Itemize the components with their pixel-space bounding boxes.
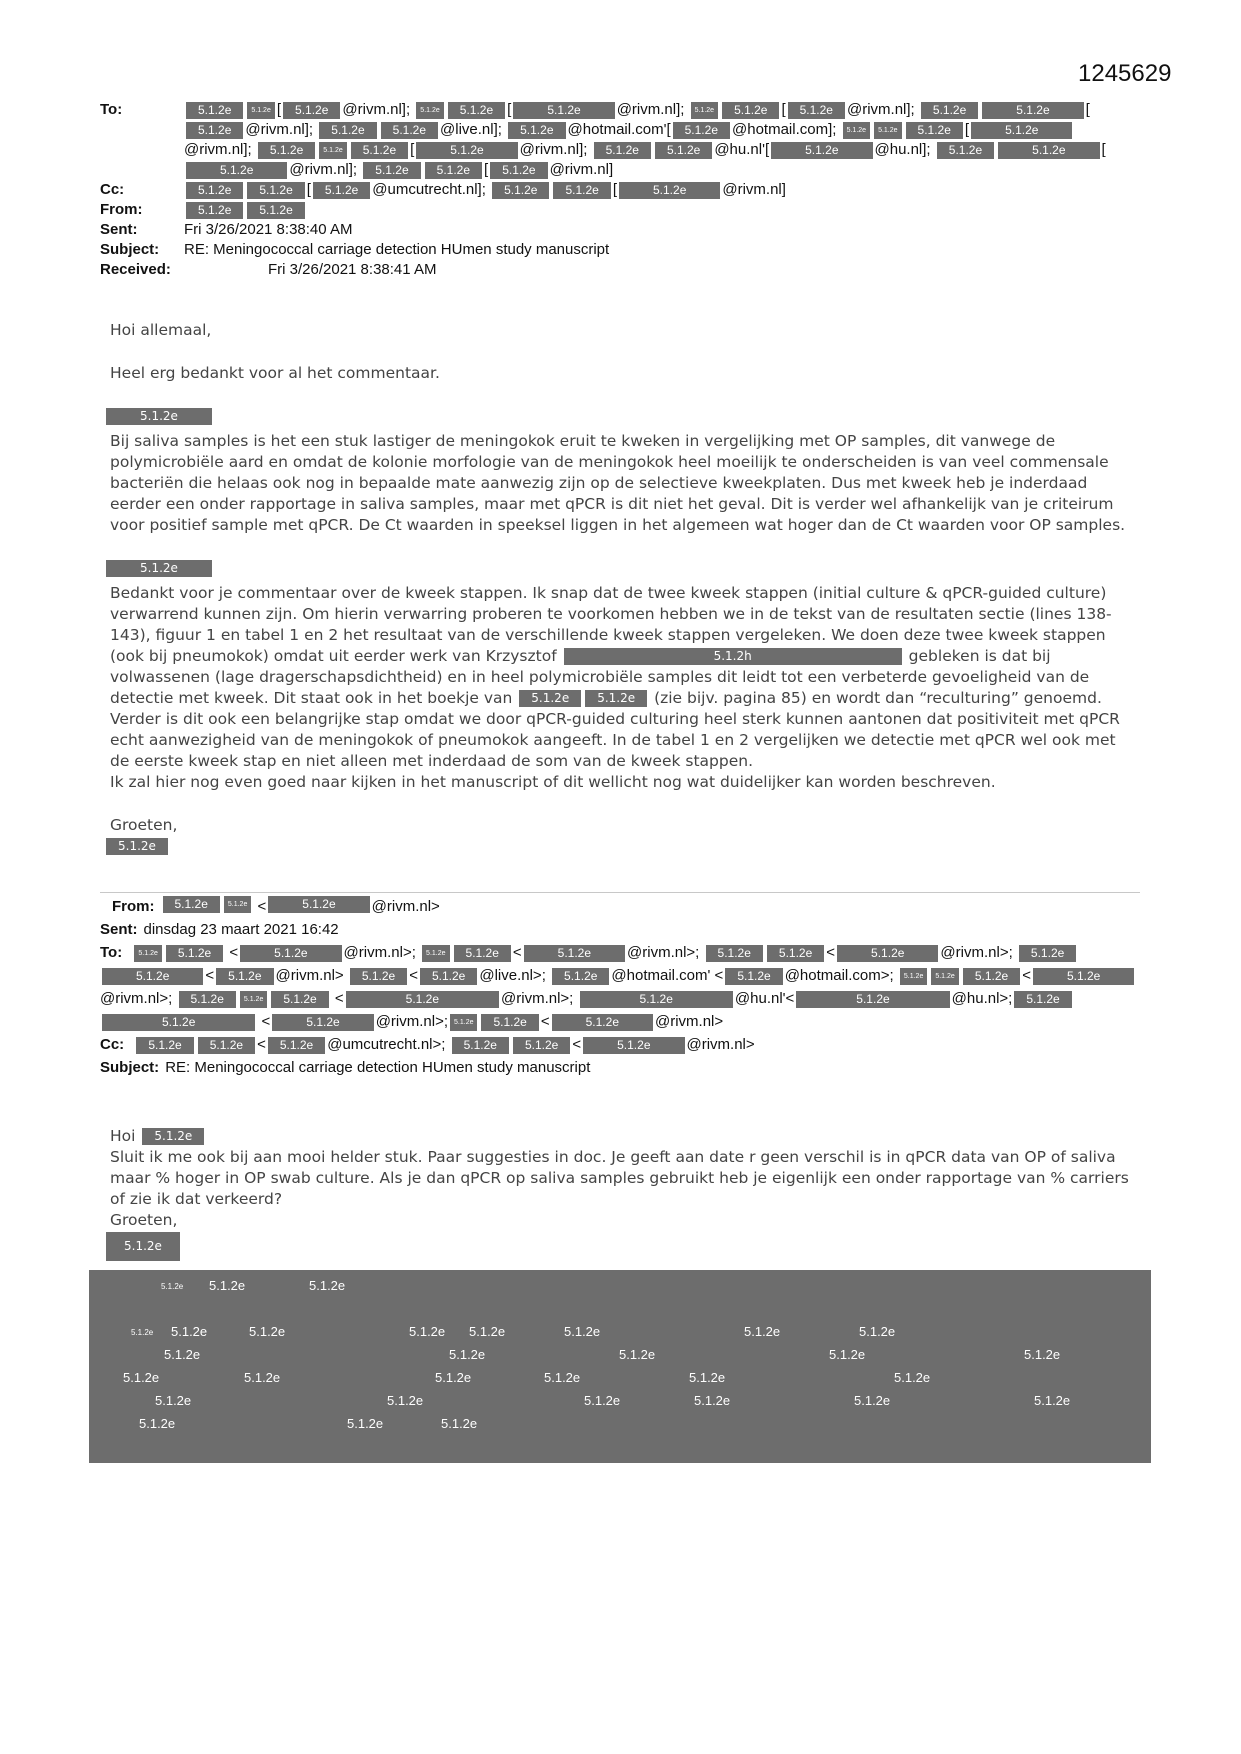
- email-domain: @rivm.nl>: [275, 967, 344, 984]
- redaction: 5.1.2e: [513, 1037, 570, 1054]
- email-domain: @rivm.nl>;: [940, 944, 1013, 961]
- redaction: 5.1.2e: [283, 102, 340, 119]
- redaction: 5.1.2e: [136, 1037, 193, 1054]
- cc-row: Cc: 5.1.2e 5.1.2e < 5.1.2e @umcutrecht.nl>; 5.1.2e 5.1.2e < 5.1.2e @rivm.nl>: [100, 1036, 755, 1053]
- redaction: 5.1.2e: [722, 102, 779, 119]
- redaction: 5.1.2e: [1014, 991, 1071, 1008]
- sent-date: Fri 3/26/2021 8:38:40 AM: [184, 221, 353, 238]
- redaction-tag: 5.1.2e: [564, 1324, 601, 1339]
- greeting: Hoi: [110, 1127, 136, 1145]
- redaction: 5.1.2e: [553, 182, 610, 199]
- redaction: 5.1.2e: [452, 1037, 509, 1054]
- redaction: 5.1.2e: [655, 142, 712, 159]
- subject-label: Subject:: [100, 241, 160, 258]
- redaction: 5.1.2e: [906, 122, 963, 139]
- sent-label: Sent:: [100, 921, 138, 938]
- redaction: 5.1.2e: [102, 1014, 255, 1031]
- redaction-tag: 5.1.2e: [619, 1347, 656, 1362]
- email-domain: @hotmail.com];: [732, 121, 837, 138]
- redaction-tag: 5.1.2e: [859, 1324, 896, 1339]
- to-row: To: 5.1.2e 5.1.2e < 5.1.2e @rivm.nl>; 5.1.2e 5.1.2e < 5.1.2e @rivm.nl>; 5.1.2e 5.1.2e < 5.1.2e @rivm.nl>; 5.1.2e 5.1.2e < 5.1.2e @rivm.nl> 5.1.2e < 5.1.2e @live.nl>; 5.1.2e @hotmail.com' < 5.1.2e @hotmail.com>; 5.1.2e 5.1.2e 5.1.2e < 5.1.2e@rivm.nl>; 5.1.2e 5.1.2e 5.1.2e < 5.1.2e @rivm.nl>; 5.1.2e @hu.nl'< 5.1.2e @hu.nl>; 5.1.2e5.1.2e < 5.1.2e @rivm.nl>; 5.1.2e 5.1.2e < 5.1.2e @rivm.nl>: [100, 941, 1140, 1033]
- redaction-tag: 5.1.2e: [161, 1282, 184, 1291]
- redaction: 5.1.2e: [179, 991, 236, 1008]
- redaction: 5.1.2e: [216, 968, 273, 985]
- from-label: From:: [112, 898, 155, 915]
- redaction-tag: 5.1.2e: [249, 1324, 286, 1339]
- redaction: 5.1.2e: [874, 122, 901, 139]
- redaction-tag: 5.1.2e: [435, 1370, 472, 1385]
- redaction: 5.1.2e: [767, 945, 824, 962]
- redaction-tag: 5.1.2e: [123, 1370, 160, 1385]
- redaction-tag: 5.1.2e: [854, 1393, 891, 1408]
- email-domain: @rivm.nl];: [289, 161, 358, 178]
- sent-label: Sent:: [100, 221, 138, 238]
- redaction: 5.1.2e: [454, 945, 511, 962]
- received-row: [100, 260, 1140, 280]
- redaction: 5.1.2e: [492, 182, 549, 199]
- redaction: 5.1.2e: [351, 142, 408, 159]
- redaction: 5.1.2e: [247, 102, 274, 119]
- email-domain: @rivm.nl]: [549, 161, 614, 178]
- email-domain: @rivm.nl];: [519, 141, 588, 158]
- redaction: 5.1.2e: [725, 968, 782, 985]
- redaction: 5.1.2e: [422, 945, 449, 962]
- document-id: 1245629: [1078, 60, 1172, 87]
- redaction: 5.1.2e: [519, 690, 581, 707]
- email-header-1: [100, 100, 1140, 280]
- cc-label: Cc:: [100, 1036, 125, 1053]
- redaction: 5.1.2e: [271, 991, 328, 1008]
- redaction: 5.1.2e: [313, 182, 370, 199]
- redaction-tag: 5.1.2e: [387, 1393, 424, 1408]
- redaction: 5.1.2e: [524, 945, 625, 962]
- email-domain: @rivm.nl>;: [501, 990, 574, 1007]
- redaction: 5.1.2e: [796, 991, 949, 1008]
- redaction: 5.1.2e: [319, 122, 376, 139]
- cc-row: [100, 180, 1140, 200]
- redaction: 5.1.2e: [508, 122, 565, 139]
- email-domain: @hu.nl': [734, 990, 786, 1007]
- redaction: 5.1.2h: [564, 648, 902, 665]
- redaction: 5.1.2e: [552, 968, 609, 985]
- redaction: 5.1.2e: [272, 1014, 373, 1031]
- redaction: 5.1.2e: [224, 896, 251, 913]
- redaction: 5.1.2e: [247, 202, 304, 219]
- email-domain: @hotmail.com>;: [784, 967, 894, 984]
- email-domain: @rivm.nl>;: [375, 1013, 449, 1030]
- signature: [104, 836, 1130, 857]
- from-row: [100, 200, 1140, 220]
- redaction: 5.1.2e: [585, 690, 647, 707]
- redaction: 5.1.2e: [186, 182, 243, 199]
- to-label: To:: [100, 101, 123, 118]
- email-domain: @rivm.nl];: [846, 101, 915, 118]
- redaction-tag: 5.1.2e: [171, 1324, 208, 1339]
- redaction: 5.1.2e: [837, 945, 938, 962]
- subject-text: RE: Meningococcal carriage detection HUmen study manuscript: [184, 241, 610, 258]
- cc-recipients: 5.1.2e 5.1.2e [ 5.1.2e @umcutrecht.nl]; 5.1.2e 5.1.2e [ 5.1.2e @rivm.nl]: [184, 180, 1140, 200]
- message-text: Sluit ik me ook bij aan mooi helder stuk. Paar suggesties in doc. Je geeft aan date r geen verschil is in qPCR data van OP of saliva maar % hoger in OP swab culture. Als je dan qPCR op saliva samples gebruikt heb je eigenlijk een onder rapportage van % carriers of zie ik dat verkeerd?: [110, 1148, 1129, 1208]
- email-domain: @hotmail.com': [611, 967, 711, 984]
- redaction-tag: 5.1.2e: [309, 1278, 346, 1293]
- redaction: 5.1.2e: [771, 142, 872, 159]
- closing: Groeten,: [110, 816, 178, 834]
- redaction: 5.1.2e: [416, 102, 443, 119]
- redaction: 5.1.2e: [163, 896, 220, 913]
- sent-row: [100, 220, 1140, 240]
- redaction: 5.1.2e: [450, 1014, 477, 1031]
- redaction: 5.1.2e: [258, 142, 315, 159]
- redaction: 5.1.2e: [673, 122, 730, 139]
- redaction: 5.1.2e: [448, 102, 505, 119]
- redaction: 5.1.2e: [381, 122, 438, 139]
- email-domain: @rivm.nl>: [371, 898, 440, 915]
- redaction: 5.1.2e: [963, 968, 1020, 985]
- email-domain: @rivm.nl];: [245, 121, 314, 138]
- redaction: 5.1.2e: [1033, 968, 1134, 985]
- from-label: From:: [100, 201, 143, 218]
- sent-date: dinsdag 23 maart 2021 16:42: [143, 921, 339, 938]
- redaction: 5.1.2e: [594, 142, 651, 159]
- redaction: 5.1.2e: [416, 142, 517, 159]
- redaction: 5.1.2e: [350, 968, 407, 985]
- redaction: 5.1.2e: [268, 896, 369, 913]
- redaction: 5.1.2e: [788, 102, 845, 119]
- subject-row: [100, 240, 1140, 260]
- redaction-tag: 5.1.2e: [409, 1324, 446, 1339]
- email-domain: @rivm.nl>;: [343, 944, 416, 961]
- redaction-tag: 5.1.2e: [469, 1324, 506, 1339]
- redaction-tag: 5.1.2e: [449, 1347, 486, 1362]
- redaction: 5.1.2e: [240, 991, 267, 1008]
- reply-separator: [100, 892, 1140, 893]
- thanks-line: Heel erg bedankt voor al het commentaar.: [110, 364, 440, 382]
- subject-row: [100, 1056, 1140, 1079]
- redaction: 5.1.2e: [843, 122, 870, 139]
- paragraph-culture-part-2: gebleken is dat bij volwassenen (lage dragerschapsdichtheid) en in heel polymicrobiële samples dit leidt tot een verbeterde gevoeligheid van de detectie met kweek. Dit staat ook in het boekje van: [110, 647, 1090, 707]
- paragraph-culture: [110, 583, 1130, 772]
- redaction-tag: 5.1.2e: [894, 1370, 931, 1385]
- email-domain: @rivm.nl];: [342, 101, 411, 118]
- redaction: 5.1.2e: [552, 1014, 653, 1031]
- redaction: 5.1.2e: [982, 102, 1083, 119]
- redaction: 5.1.2e: [1019, 945, 1076, 962]
- redaction-tag: 5.1.2e: [829, 1347, 866, 1362]
- email-domain: @rivm.nl>;: [100, 990, 173, 1007]
- redaction: 5.1.2e: [186, 202, 243, 219]
- redaction: 5.1.2e: [513, 102, 614, 119]
- email-domain: @hotmail.com'[: [567, 121, 671, 138]
- redaction: 5.1.2e: [481, 1014, 538, 1031]
- redaction: 5.1.2e: [900, 968, 927, 985]
- email-domain: @umcutrecht.nl];: [372, 181, 486, 198]
- email-domain: @rivm.nl>: [686, 1036, 755, 1053]
- email-domain: @umcutrecht.nl>;: [327, 1036, 446, 1053]
- redaction: 5.1.2e: [931, 968, 958, 985]
- redaction: 5.1.2e: [186, 102, 243, 119]
- redaction: 5.1.2e: [346, 991, 499, 1008]
- redaction-tag: 5.1.2e: [441, 1416, 478, 1431]
- redaction: 5.1.2e: [186, 162, 287, 179]
- redaction: 5.1.2e: [268, 1037, 325, 1054]
- closing: Groeten,: [110, 1211, 178, 1229]
- redaction: 5.1.2e: [106, 560, 212, 577]
- email-domain: @rivm.nl>;: [627, 944, 700, 961]
- email-domain: @rivm.nl];: [184, 141, 252, 158]
- redaction: 5.1.2e: [691, 102, 718, 119]
- email-domain: @hu.nl'[: [714, 141, 770, 158]
- email-domain: @hu.nl];: [874, 141, 931, 158]
- from-sender: [184, 200, 1140, 220]
- redaction: 5.1.2e: [619, 182, 720, 199]
- paragraph-followup: Ik zal hier nog even goed naar kijken in het manuscript of dit wellicht nog wat duidelijker kan worden beschreven.: [110, 773, 996, 791]
- cc-label: Cc:: [100, 181, 125, 198]
- from-row: From: 5.1.2e 5.1.2e < 5.1.2e @rivm.nl>: [100, 895, 1140, 918]
- redacted-signature-block: [89, 1270, 1151, 1463]
- redaction-tag: 5.1.2e: [155, 1393, 192, 1408]
- redaction-tag: 5.1.2e: [584, 1393, 621, 1408]
- email-body-2: [110, 1126, 1130, 1262]
- redaction: 5.1.2e: [186, 122, 243, 139]
- email-domain: @live.nl>;: [479, 967, 546, 984]
- redaction: 5.1.2e: [106, 1232, 180, 1261]
- redaction: 5.1.2e: [198, 1037, 255, 1054]
- email-header-2: [100, 895, 1140, 1079]
- redaction-tag: 5.1.2e: [694, 1393, 731, 1408]
- paragraph-culture-part-1: Bedankt voor je commentaar over de kweek stappen. Ik snap dat de twee kweek stappen (initial culture & qPCR-guided culture) verwarrend kunnen zijn. Om hierin verwarring proberen te voorkomen hebben we in de tekst van de resultaten sectie (lines 138-143), figuur 1 en tabel 1 en 2 het resultaat van de verschillende kweek stappen vergeleken. We doen deze twee kweek stappen (ook bij pneumokok) omdat uit eerder werk van Krzysztof: [110, 584, 1112, 665]
- sent-row: [100, 918, 1140, 941]
- redaction: 5.1.2e: [106, 838, 168, 855]
- paragraph-saliva: Bij saliva samples is het een stuk lastiger de meningokok eruit te kweken in vergelijking met OP samples, dit vanwege de polymicrobiële aard en omdat de kolonie morfologie van de meningokok heel moeilijk te onderscheiden is van veel commensale bacteriën die helaas ook nog in bepaalde mate aanwezig zijn op de selectieve kweekplaten. Dus met kweek heb je inderdaad eerder een onder rapportage in saliva samples, maar met qPCR is dit niet het geval. Dit is verder wel afhankelijk van je criteirum voor positief sample met qPCR. De Ct waarden in speeksel liggen in het algemeen wat hoger dan de Ct waarden voor OP samples.: [110, 432, 1126, 534]
- greeting: Hoi allemaal,: [110, 321, 212, 339]
- redaction: 5.1.2e: [921, 102, 978, 119]
- redaction-tag: 5.1.2e: [139, 1416, 176, 1431]
- redaction: 5.1.2e: [106, 408, 212, 425]
- redaction: 5.1.2e: [247, 182, 304, 199]
- subject-label: Subject:: [100, 1059, 160, 1076]
- redaction: 5.1.2e: [490, 162, 547, 179]
- redaction: 5.1.2e: [580, 991, 733, 1008]
- greeting-line: [110, 1126, 1130, 1147]
- redaction-tag: 5.1.2e: [347, 1416, 384, 1431]
- redaction: 5.1.2e: [420, 968, 477, 985]
- redaction: 5.1.2e: [102, 968, 203, 985]
- addressee-2: [104, 558, 1130, 579]
- paragraph-culture-part-3: (zie bijv. pagina 85) en wordt dan “reculturing” genoemd. Verder is dit ook een belangrijke stap omdat we door qPCR-guided culturing heel sterk kunnen aantonen dat positiviteit met qPCR echt aanwezigheid van de meningokok of pneumokok aangeeft. In de tabel 1 en 2 vergelijken we detectie met qPCR wel ook met de eerste kweek stap en niet alleen met inderdaad de som van de kweek stappen.: [110, 689, 1120, 770]
- received-date: Fri 3/26/2021 8:38:41 AM: [268, 261, 437, 278]
- received-label: Received:: [100, 261, 171, 278]
- redaction-tag: 5.1.2e: [244, 1370, 281, 1385]
- to-row: [100, 100, 1140, 180]
- redaction-tag: 5.1.2e: [209, 1278, 246, 1293]
- redaction: 5.1.2e: [319, 142, 346, 159]
- redaction-tag: 5.1.2e: [544, 1370, 581, 1385]
- redaction: 5.1.2e: [166, 945, 223, 962]
- redaction: 5.1.2e: [425, 162, 482, 179]
- redaction-tag: 5.1.2e: [1024, 1347, 1061, 1362]
- redaction-tag: 5.1.2e: [1034, 1393, 1071, 1408]
- email-domain: @rivm.nl>: [655, 1013, 724, 1030]
- redaction-tag: 5.1.2e: [131, 1328, 154, 1337]
- to-recipients: 5.1.2e 5.1.2e [ 5.1.2e @rivm.nl]; 5.1.2e 5.1.2e [ 5.1.2e @rivm.nl]; 5.1.2e 5.1.2e [ 5.1.2e @rivm.nl]; 5.1.2e 5.1.2e [5.1.2e @rivm.nl]; 5.1.2e 5.1.2e @live.nl]; 5.1.2e @hotmail.com'[ 5.1.2e @hotmail.com]; 5.1.2e 5.1.2e 5.1.2e [ 5.1.2e@rivm.nl]; 5.1.2e 5.1.2e 5.1.2e [ 5.1.2e @rivm.nl]; 5.1.2e 5.1.2e @hu.nl'[ 5.1.2e @hu.nl]; 5.1.2e 5.1.2e [5.1.2e @rivm.nl]; 5.1.2e 5.1.2e [ 5.1.2e @rivm.nl]: [184, 101, 1106, 178]
- redaction: 5.1.2e: [971, 122, 1072, 139]
- redaction: 5.1.2e: [134, 945, 161, 962]
- redaction-tag: 5.1.2e: [164, 1347, 201, 1362]
- redaction-tag: 5.1.2e: [744, 1324, 781, 1339]
- addressee-1: [104, 406, 1130, 427]
- email-domain: @rivm.nl];: [616, 101, 685, 118]
- email-domain: @live.nl];: [440, 121, 502, 138]
- to-label: To:: [100, 944, 123, 961]
- redaction: 5.1.2e: [706, 945, 763, 962]
- redaction: 5.1.2e: [998, 142, 1099, 159]
- email-body-1: [110, 320, 1130, 861]
- redaction: 5.1.2e: [363, 162, 420, 179]
- email-domain: @hu.nl>;: [951, 990, 1013, 1007]
- redaction-tag: 5.1.2e: [689, 1370, 726, 1385]
- signature: [104, 1231, 1130, 1262]
- redaction: 5.1.2e: [240, 945, 341, 962]
- subject-text: RE: Meningococcal carriage detection HUmen study manuscript: [165, 1059, 591, 1076]
- redaction: 5.1.2e: [583, 1037, 684, 1054]
- redaction: 5.1.2e: [937, 142, 994, 159]
- email-domain: @rivm.nl]: [722, 181, 786, 198]
- redaction: 5.1.2e: [142, 1128, 204, 1145]
